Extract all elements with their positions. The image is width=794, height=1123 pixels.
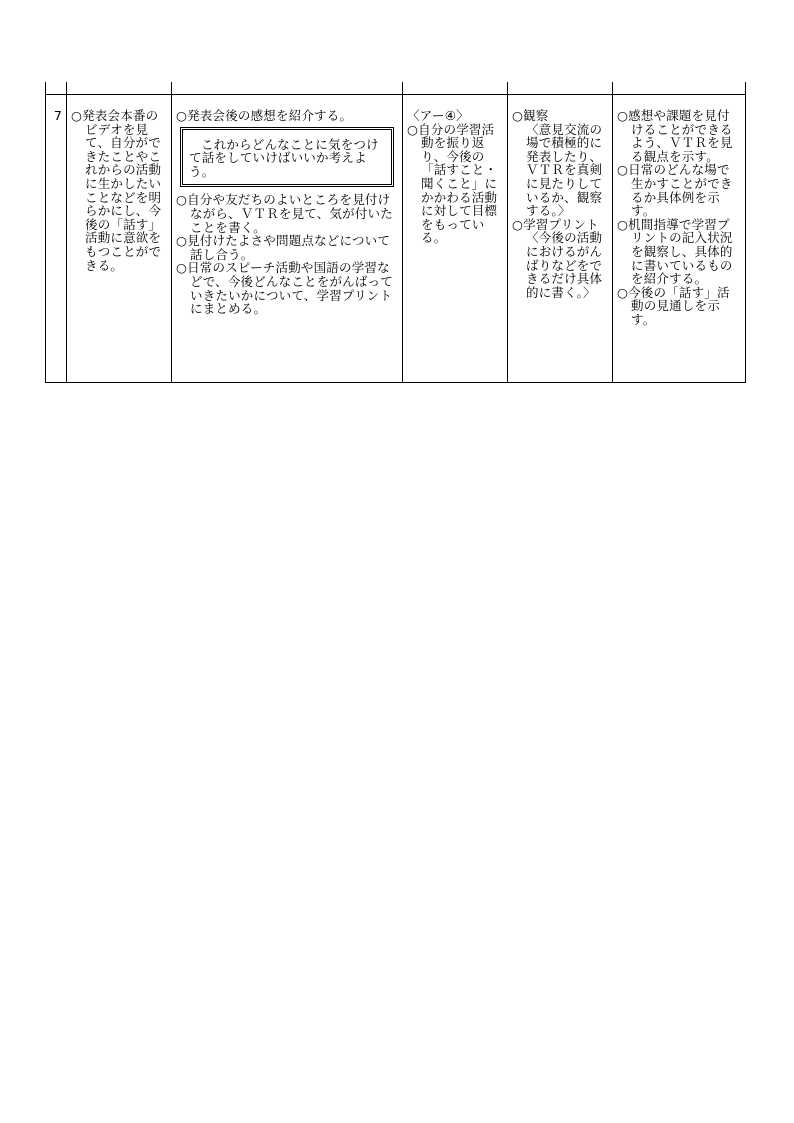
table-row (46, 95, 746, 383)
objective-text: ○発表会本番のビデオを見て、自分ができたことやこれからの活動に生かしたいことなどを明らかにし、今後の「話す」活動に意欲をもつことができる。 (71, 108, 162, 273)
period-number: 7 (46, 95, 67, 383)
table-continuation-line (745, 82, 746, 94)
table-continuation-line (402, 82, 403, 94)
support-item: ○感想や課題を見付けることができるよう、ＶＴＲを見る観点を示す。 (617, 108, 733, 164)
activity-intro: ○発表会後の感想を紹介する。 (176, 108, 353, 123)
activity-item: ○自分や友だちのよいところを見付けながら、ＶＴＲを見て、気が付いたことを書く。 (176, 192, 393, 235)
table-continuation-line (171, 82, 172, 94)
table-continuation-line (66, 82, 67, 94)
objective-cell (67, 95, 172, 383)
evaluation-criteria-cell (403, 95, 508, 383)
table-continuation-line (612, 82, 613, 94)
support-item: ○日常のどんな場で生かすことができるか具体例を示す。 (617, 162, 733, 219)
activity-item: ○日常のスピーチ活動や国語の学習などで、今後どんなことをがんばっていきたいかについて、学習プリントにまとめる。 (176, 260, 393, 317)
teacher-support-cell (613, 95, 746, 383)
lesson-plan-grid (45, 94, 746, 383)
criteria-tag: 〈アー④〉 (407, 108, 469, 123)
method-heading: ○観察 (512, 108, 549, 123)
task-box-text: これからどんなことに気をつけて話をしていけばいいか考えよう。 (189, 136, 379, 179)
activity-item: ○見付けたよさや問題点などについて話し合う。 (176, 233, 391, 262)
support-item: ○机間指導で学習プリントの記入状況を観察し、具体的に書いているものを紹介する。 (617, 216, 733, 287)
table-continuation-line (45, 82, 46, 94)
method-detail: 〈今後の活動におけるがんばりなどをできるだけ具体的に書く。〉 (526, 230, 603, 300)
table-continuation-line (507, 82, 508, 94)
support-item: ○今後の「話す」活動の見通しを示す。 (617, 284, 730, 327)
method-heading: ○学習プリント (512, 216, 599, 232)
criteria-text: ○自分の学習活動を振り返り、今後の「話すこと・聞くこと」にかかわる活動に対して目標をもっている。 (407, 121, 498, 246)
learning-activity-cell (172, 95, 403, 383)
task-box (180, 127, 394, 188)
evaluation-method-cell (508, 95, 613, 383)
method-detail: 〈意見交流の場で積極的に発表したり、ＶＴＲを真剣に見たりしているか、観察する。〉 (526, 121, 603, 219)
lesson-plan-table (45, 94, 745, 383)
